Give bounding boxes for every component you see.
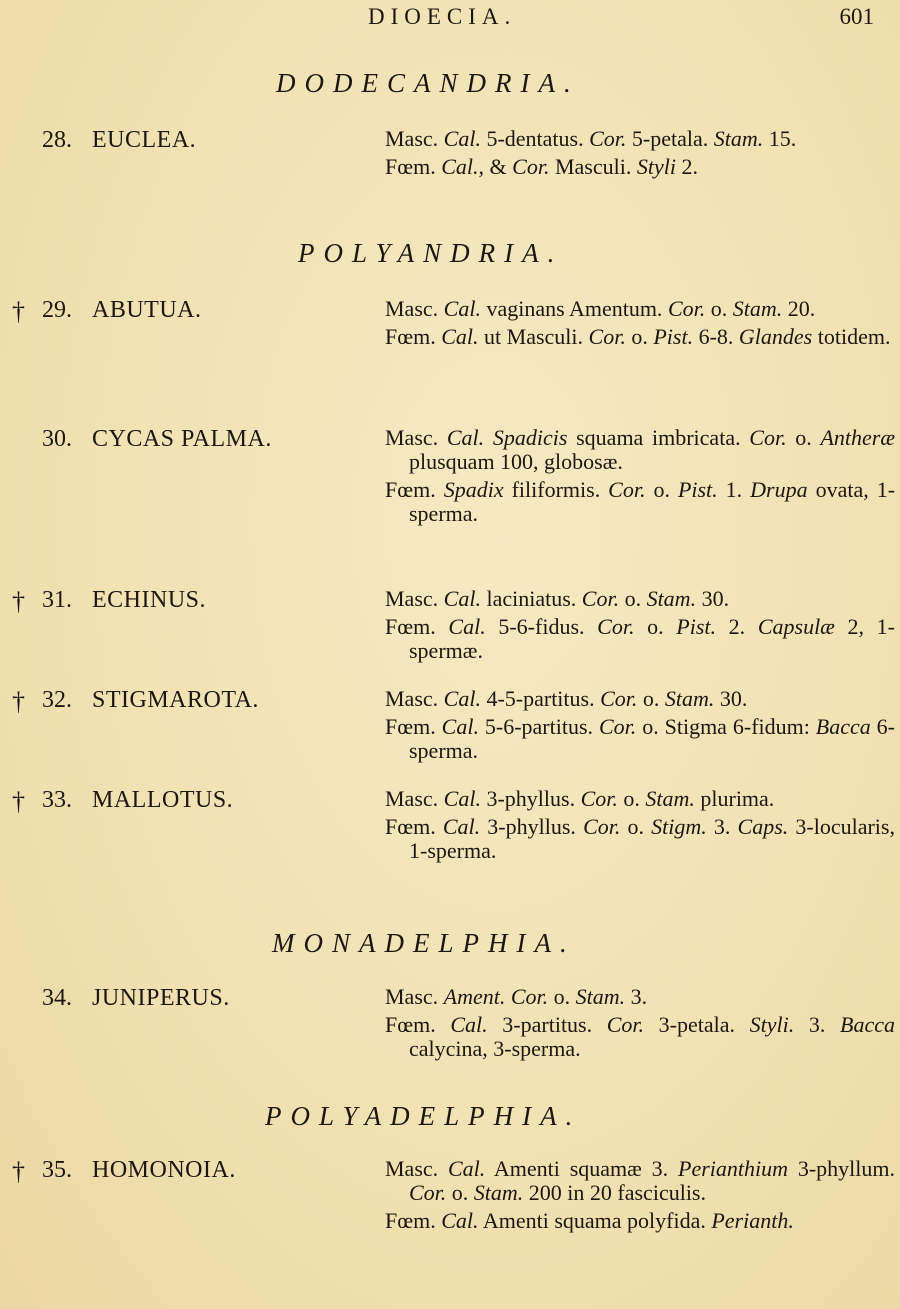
italic-term: Cor. bbox=[606, 1012, 645, 1037]
italic-term: Pist. bbox=[653, 324, 694, 349]
male-flower-description bbox=[385, 297, 895, 321]
italic-term: Spadix bbox=[443, 477, 504, 502]
text-run: o. bbox=[548, 984, 576, 1009]
italic-term: Cal. bbox=[448, 614, 486, 639]
genus-number: 33. bbox=[42, 787, 72, 813]
italic-term: Cal. bbox=[446, 425, 485, 450]
male-flower-description bbox=[385, 127, 895, 151]
italic-term: Cal. bbox=[443, 786, 481, 811]
italic-term: Cor. bbox=[580, 786, 618, 811]
text-run: o. bbox=[637, 686, 665, 711]
italic-term: Glandes bbox=[738, 324, 813, 349]
female-flower-description bbox=[385, 1209, 895, 1233]
text-run: o. bbox=[786, 425, 821, 450]
italic-term: Cal. bbox=[443, 586, 481, 611]
italic-term: Caps. bbox=[737, 814, 789, 839]
female-flower-description bbox=[385, 1013, 895, 1061]
section-title-dodecandria: DODECANDRIA. bbox=[276, 68, 580, 98]
italic-term: Cal. bbox=[450, 1012, 488, 1037]
italic-term: Spadicis bbox=[492, 425, 568, 450]
genus-number: 31. bbox=[42, 587, 72, 613]
male-flower-description bbox=[385, 787, 895, 811]
male-flower-description bbox=[385, 426, 895, 474]
text-run: vaginans Amentum. bbox=[480, 296, 668, 321]
genus-name: STIGMAROTA. bbox=[92, 687, 259, 713]
italic-term: Stigm. bbox=[651, 814, 707, 839]
italic-term: Cor. bbox=[749, 425, 787, 450]
genus-number: 34. bbox=[42, 985, 72, 1011]
dagger-mark: † bbox=[12, 587, 25, 616]
text-run: 30. bbox=[714, 686, 748, 711]
italic-term: Pist. bbox=[677, 477, 718, 502]
text-run: o. bbox=[617, 786, 646, 811]
text-run: Fœm. bbox=[385, 477, 444, 502]
text-run: laciniatus. bbox=[480, 586, 582, 611]
italic-term: Cor. bbox=[600, 686, 638, 711]
italic-term: Perianthium bbox=[678, 1156, 788, 1181]
italic-term: Cor. bbox=[581, 586, 620, 611]
text-run: 3-phyllum. bbox=[788, 1156, 895, 1181]
italic-term: Stam. bbox=[575, 984, 626, 1009]
italic-term: Cor. bbox=[598, 714, 637, 739]
text-run: Fœm. bbox=[385, 324, 442, 349]
text-run: 200 in 20 fasciculis. bbox=[523, 1180, 706, 1205]
genus-number: 35. bbox=[42, 1157, 72, 1183]
text-run: Masc. bbox=[385, 984, 444, 1009]
text-run: 2. bbox=[675, 154, 698, 179]
text-run: 4-5-partitus. bbox=[480, 686, 601, 711]
italic-term: Cor. bbox=[597, 614, 635, 639]
running-head: DIOECIA. bbox=[368, 4, 517, 29]
text-run: , & bbox=[478, 154, 513, 179]
italic-term: Cal. bbox=[443, 126, 481, 151]
text-run: 3. bbox=[625, 984, 648, 1009]
text-run: 5-petala. bbox=[626, 126, 714, 151]
female-flower-description bbox=[385, 325, 895, 349]
text-run: Masc. bbox=[385, 586, 444, 611]
text-run: calycina, 3-sperma. bbox=[409, 1036, 581, 1061]
text-run: Fœm. bbox=[385, 614, 449, 639]
italic-term: Bacca bbox=[815, 714, 871, 739]
text-run: 15. bbox=[763, 126, 797, 151]
italic-term: Cal. bbox=[447, 1156, 486, 1181]
text-run: o. bbox=[645, 477, 678, 502]
text-run: 3-phyllus. bbox=[480, 814, 584, 839]
italic-term: Stam. bbox=[646, 586, 697, 611]
text-run: 3. bbox=[706, 814, 738, 839]
text-run: plusquam 100, globosæ. bbox=[409, 449, 623, 474]
italic-term: Cor. bbox=[608, 477, 646, 502]
genus-description bbox=[385, 127, 895, 179]
italic-term: Cor. bbox=[588, 324, 626, 349]
italic-term: Ament. bbox=[443, 984, 506, 1009]
text-run: 3-phyllus. bbox=[480, 786, 581, 811]
italic-term: Perianth. bbox=[711, 1208, 794, 1233]
dagger-mark: † bbox=[12, 687, 25, 716]
text-run: Fœm. bbox=[385, 1012, 451, 1037]
female-flower-description bbox=[385, 715, 895, 763]
text-run: 3-locularis, 1-sperma. bbox=[409, 814, 895, 863]
female-flower-description bbox=[385, 815, 895, 863]
text-run: filiformis. bbox=[503, 477, 609, 502]
genus-number: 29. bbox=[42, 297, 72, 323]
text-run: 3-petala. bbox=[644, 1012, 750, 1037]
genus-description bbox=[385, 587, 895, 663]
male-flower-description bbox=[385, 587, 895, 611]
genus-description bbox=[385, 985, 895, 1061]
genus-description bbox=[385, 1157, 895, 1233]
text-run: Amenti squamæ 3. bbox=[485, 1156, 678, 1181]
page-number: 601 bbox=[839, 4, 874, 29]
italic-term: Styli bbox=[636, 154, 676, 179]
text-run: Masc. bbox=[385, 786, 444, 811]
genus-name: JUNIPERUS. bbox=[92, 985, 230, 1011]
text-run: totidem. bbox=[812, 324, 891, 349]
text-run: Masc. bbox=[385, 1156, 448, 1181]
male-flower-description bbox=[385, 985, 895, 1009]
italic-term: Cor. bbox=[510, 984, 549, 1009]
italic-term: Cal. bbox=[443, 296, 481, 321]
italic-term: Antheræ bbox=[820, 425, 896, 450]
italic-term: Stam. bbox=[664, 686, 715, 711]
text-run: Masc. bbox=[385, 296, 444, 321]
italic-term: Cor. bbox=[409, 1180, 447, 1205]
section-title-polyandria: POLYANDRIA. bbox=[298, 238, 564, 268]
text-run: 2, 1-spermæ. bbox=[409, 614, 895, 663]
genus-name: MALLOTUS. bbox=[92, 787, 234, 813]
text-run: 5-6-fidus. bbox=[485, 614, 598, 639]
genus-name: HOMONOIA. bbox=[92, 1157, 236, 1183]
genus-description bbox=[385, 297, 895, 349]
italic-term: Cal. bbox=[442, 814, 481, 839]
text-run: ovata, 1-sperma. bbox=[409, 477, 896, 526]
text-run bbox=[484, 425, 493, 450]
italic-term: Cor. bbox=[583, 814, 621, 839]
male-flower-description bbox=[385, 687, 895, 711]
italic-term: Stam. bbox=[713, 126, 764, 151]
text-run: 1. bbox=[717, 477, 751, 502]
italic-term: Stam. bbox=[473, 1180, 524, 1205]
male-flower-description bbox=[385, 1157, 895, 1205]
genus-name: CYCAS PALMA. bbox=[92, 426, 272, 452]
text-run: Fœm. bbox=[385, 1208, 442, 1233]
genus-number: 30. bbox=[42, 426, 72, 452]
text-run: 30. bbox=[696, 586, 730, 611]
text-run: o. Stigma 6-fidum: bbox=[636, 714, 816, 739]
genus-number: 28. bbox=[42, 127, 72, 153]
text-run: Masc. bbox=[385, 126, 444, 151]
text-run: Fœm. bbox=[385, 714, 442, 739]
italic-term: Styli. bbox=[749, 1012, 795, 1037]
genus-description bbox=[385, 687, 895, 763]
genus-description bbox=[385, 426, 895, 526]
italic-term: Cor. bbox=[667, 296, 706, 321]
italic-term: Cor. bbox=[512, 154, 550, 179]
text-run: Fœm. bbox=[385, 814, 443, 839]
text-run: 2. bbox=[716, 614, 758, 639]
text-run: 20. bbox=[782, 296, 816, 321]
italic-term: Drupa bbox=[750, 477, 808, 502]
text-run: plurima. bbox=[694, 786, 775, 811]
dagger-mark: † bbox=[12, 787, 25, 816]
italic-term: Capsulæ bbox=[757, 614, 835, 639]
text-run: Fœm. bbox=[385, 154, 442, 179]
italic-term: Cal. bbox=[441, 154, 479, 179]
text-run: o. bbox=[446, 1180, 474, 1205]
italic-term: Cor. bbox=[589, 126, 627, 151]
text-run: 5-6-partitus. bbox=[478, 714, 599, 739]
female-flower-description bbox=[385, 155, 895, 179]
text-run: o. bbox=[634, 614, 677, 639]
text-run: o. bbox=[619, 586, 647, 611]
dagger-mark: † bbox=[12, 297, 25, 326]
female-flower-description bbox=[385, 615, 895, 663]
italic-term: Cal. bbox=[441, 1208, 479, 1233]
female-flower-description bbox=[385, 478, 895, 526]
italic-term: Stam. bbox=[645, 786, 695, 811]
italic-term: Cal. bbox=[443, 686, 481, 711]
text-run: 6-8. bbox=[693, 324, 739, 349]
text-run: o. bbox=[625, 324, 654, 349]
genus-name: ECHINUS. bbox=[92, 587, 207, 613]
text-run: 6-sperma. bbox=[409, 714, 895, 763]
text-run: Masc. bbox=[385, 425, 447, 450]
italic-term: Cal. bbox=[441, 324, 479, 349]
italic-term: Pist. bbox=[676, 614, 717, 639]
text-run: Masc. bbox=[385, 686, 444, 711]
text-run: o. bbox=[705, 296, 733, 321]
text-run: ut Masculi. bbox=[478, 324, 589, 349]
italic-term: Bacca bbox=[840, 1012, 895, 1037]
section-title-polyadelphia: POLYADELPHIA. bbox=[265, 1101, 582, 1131]
genus-number: 32. bbox=[42, 687, 72, 713]
text-run: Amenti squama polyfida. bbox=[478, 1208, 712, 1233]
text-run: o. bbox=[620, 814, 652, 839]
text-run: squama imbricata. bbox=[567, 425, 750, 450]
genus-description bbox=[385, 787, 895, 863]
genus-name: ABUTUA. bbox=[92, 297, 202, 323]
dagger-mark: † bbox=[12, 1157, 25, 1186]
text-run: Masculi. bbox=[549, 154, 637, 179]
text-run: 5-dentatus. bbox=[480, 126, 590, 151]
italic-term: Stam. bbox=[732, 296, 783, 321]
text-run: 3-partitus. bbox=[487, 1012, 607, 1037]
genus-name: EUCLEA. bbox=[92, 127, 197, 153]
text-run: 3. bbox=[794, 1012, 841, 1037]
italic-term: Cal. bbox=[441, 714, 479, 739]
section-title-monadelphia: MONADELPHIA. bbox=[272, 928, 576, 958]
